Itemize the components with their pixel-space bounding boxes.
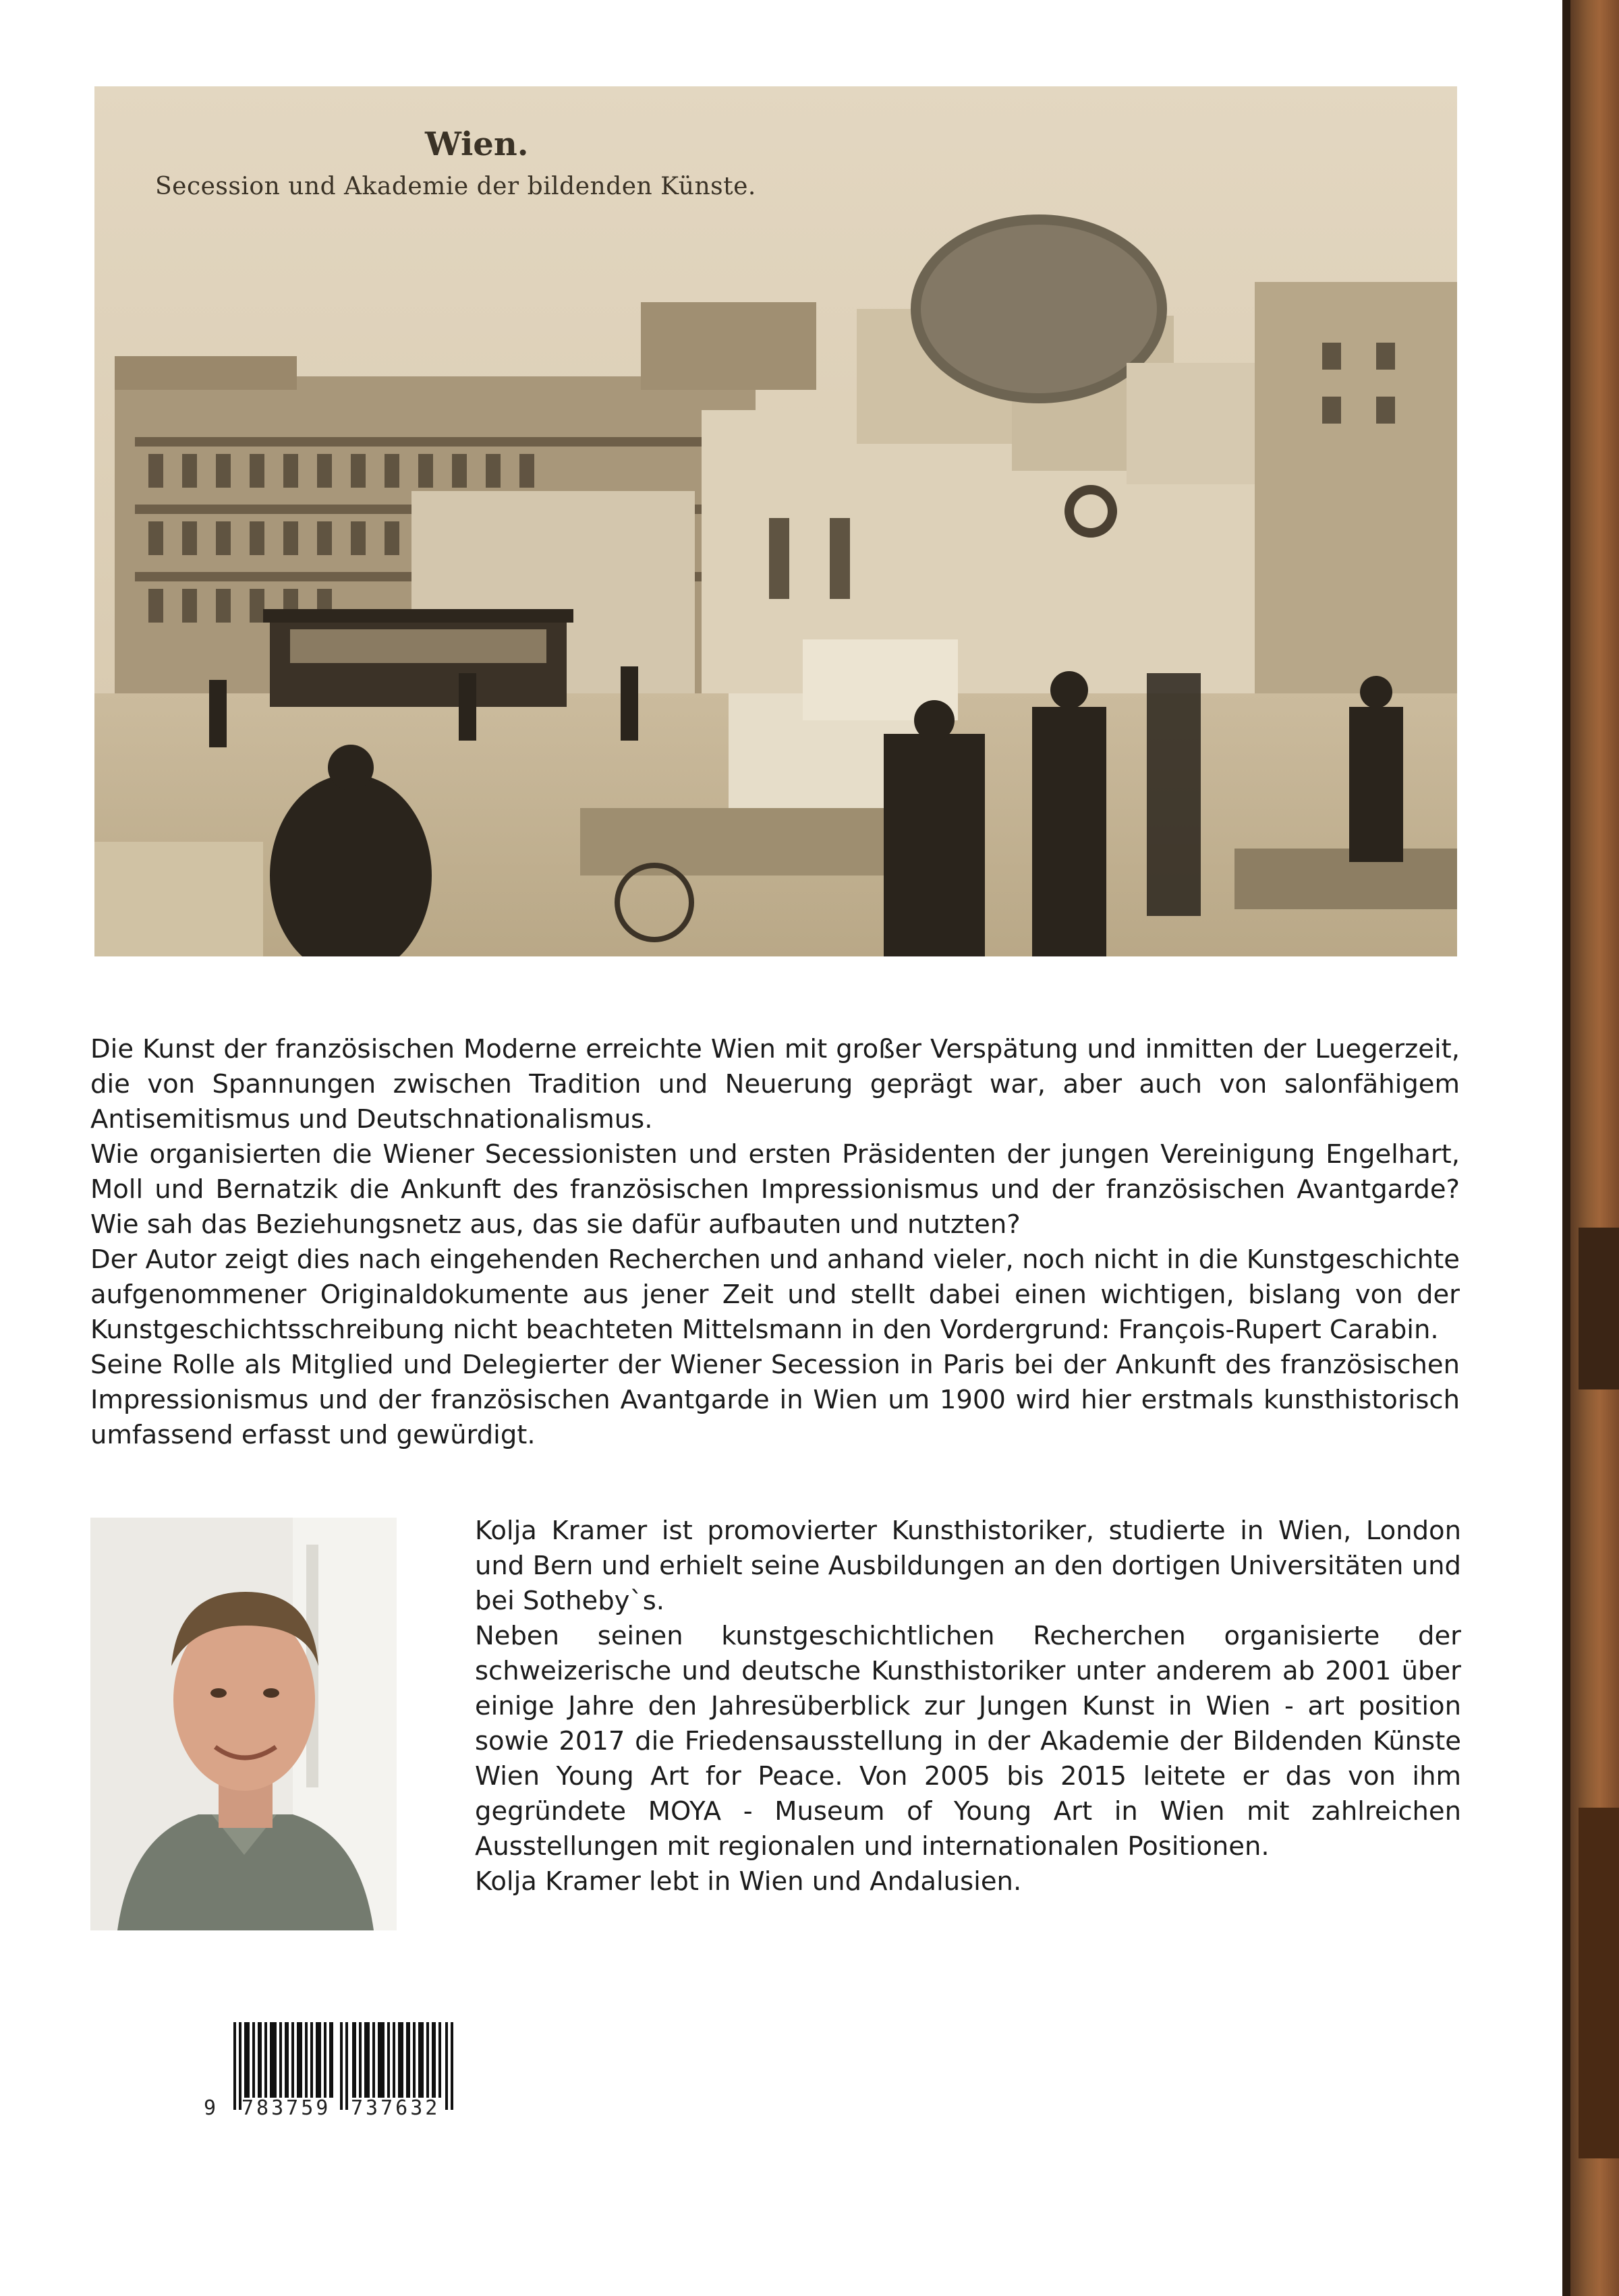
postcard-illustration xyxy=(94,86,1457,956)
author-portrait xyxy=(90,1518,397,1930)
bio-paragraph: Kolja Kramer lebt in Wien und Andalusien. xyxy=(475,1866,1022,1897)
barcode-digits-left: 783759 xyxy=(242,2096,331,2120)
blurb-paragraph: Wie organisierten die Wiener Secessionisten und ersten Präsidenten der jungen Vereinigung Engelhart, Moll und Bernatzik die Ankunft des französischen Impressionismus und der französischen Avantgarde? Wie sah das Beziehungsnetz aus, das sie dafür aufbauten und nutzten? xyxy=(90,1139,1460,1240)
blurb-paragraph: Der Autor zeigt dies nach eingehenden Recherchen und anhand vieler, noch nicht in die Kunstgeschichte aufgenommener Originaldokumente aus jener Zeit und stellt dabei einen wichtigen, bislang von der Kunstgeschichtsschreibung nicht beachteten Mittelsmann in den Vordergrund: François-Rupert Carabin. xyxy=(90,1244,1460,1345)
bio-paragraph: Kolja Kramer ist promovierter Kunsthistoriker, studierte in Wien, London und Bern und erhielt seine Ausbildungen an den dortigen Universitäten und bei Sotheby`s. xyxy=(475,1516,1461,1616)
postcard-subtitle: Secession und Akademie der bildenden Künste. xyxy=(155,173,756,200)
barcode-digits-right: 737632 xyxy=(351,2096,441,2120)
portrait-illustration xyxy=(90,1518,397,1930)
cover-edge-shadow xyxy=(1562,0,1570,2296)
bio-paragraph: Neben seinen kunstgeschichtlichen Recherchen organisierte der schweizerische und deutsche Kunsthistoriker unter anderem ab 2001 über einige Jahre den Jahresüberblick zur Jungen Kunst in Wien - art position sowie 2017 die Friedensausstellung in der Akademie der Bildenden Künste Wien Young Art for Peace. Von 2005 bis 2015 leitete er das von ihm gegründete MOYA - Museum of Young Art in Wien mit zahlreichen Ausstellungen mit regionalen und internationalen Positionen. xyxy=(475,1621,1461,1862)
book-blurb xyxy=(90,1032,1460,1453)
spine-band xyxy=(1579,1808,1619,2158)
historic-postcard-photo xyxy=(94,86,1457,956)
postcard-title: Wien. xyxy=(425,125,529,163)
blurb-paragraph: Seine Rolle als Mitglied und Delegierter der Wiener Secession in Paris bei der Ankunft des französischen Impressionismus und der französischen Avantgarde in Wien um 1900 wird hier erstmals kunsthistorisch umfassend erfasst und gewürdigt. xyxy=(90,1350,1460,1450)
author-bio xyxy=(475,1514,1461,1899)
barcode-lead-digit: 9 xyxy=(204,2096,219,2120)
blurb-paragraph: Die Kunst der französischen Moderne erreichte Wien mit großer Verspätung und inmitten der Luegerzeit, die von Spannungen zwischen Tradition und Neuerung geprägt war, aber auch von salonfähigem Antisemitismus und Deutschnationalismus. xyxy=(90,1034,1460,1135)
spine-band xyxy=(1579,1228,1619,1389)
